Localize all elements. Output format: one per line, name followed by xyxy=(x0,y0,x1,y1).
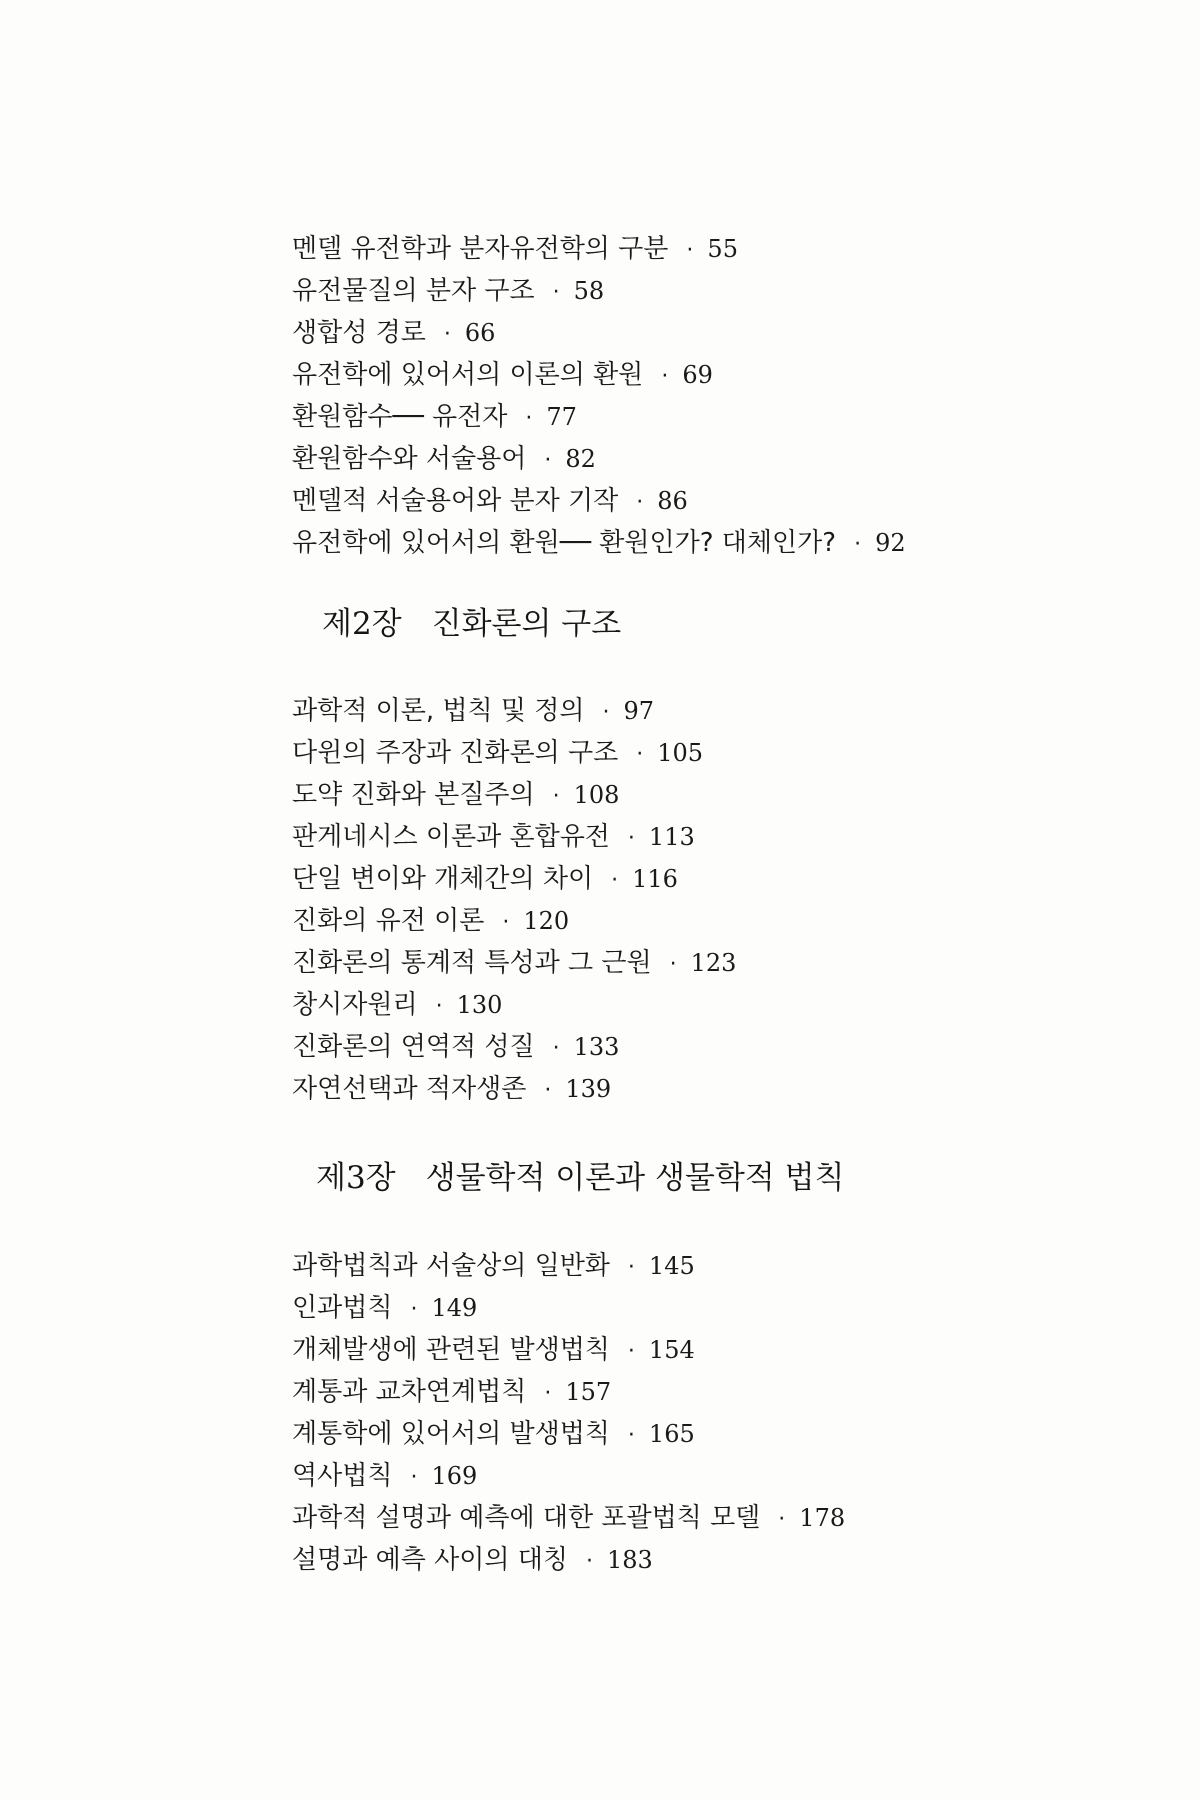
toc-entry-page-number: 66 xyxy=(464,319,496,347)
toc-entry-title: 단일 변이와 개체간의 차이 xyxy=(292,864,594,894)
toc-entry xyxy=(292,1413,845,1455)
toc-entry-separator: · xyxy=(435,994,443,1019)
toc-entry-separator: · xyxy=(552,280,560,305)
toc-entry-page-number: 113 xyxy=(648,823,695,851)
toc-entry-page-number: 183 xyxy=(606,1546,653,1574)
toc-entry-separator: · xyxy=(602,700,610,725)
toc-entry-separator: · xyxy=(627,1423,635,1448)
toc-entry xyxy=(292,522,906,564)
toc-entry-page-number: 178 xyxy=(799,1504,846,1532)
toc-entry xyxy=(292,942,736,984)
toc-entry-separator: · xyxy=(627,1255,635,1280)
toc-entry xyxy=(292,816,736,858)
toc-entry-title: 인과법칙 xyxy=(292,1293,393,1323)
toc-entry xyxy=(292,1068,736,1110)
toc-entry xyxy=(292,1371,845,1413)
toc-entry xyxy=(292,1455,845,1497)
toc-entry-page-number: 130 xyxy=(456,991,503,1019)
toc-entry-title: 판게네시스 이론과 혼합유전 xyxy=(292,822,610,852)
toc-entry-separator: · xyxy=(669,952,677,977)
toc-section-2 xyxy=(292,690,736,1110)
toc-entry-title: 멘델 유전학과 분자유전학의 구분 xyxy=(292,234,669,264)
toc-entry-page-number: 154 xyxy=(648,1336,695,1364)
toc-entry-title: 환원함수── 유전자 xyxy=(292,402,508,432)
toc-entry-separator: · xyxy=(525,406,533,431)
toc-entry xyxy=(292,312,906,354)
toc-entry-separator: · xyxy=(636,490,644,515)
toc-entry-separator: · xyxy=(443,322,451,347)
toc-entry-page-number: 105 xyxy=(657,739,703,767)
chapter-title: 진화론의 구조 xyxy=(431,606,622,642)
toc-entry xyxy=(292,690,736,732)
toc-entry xyxy=(292,354,906,396)
chapter-heading-3 xyxy=(316,1152,844,1197)
toc-entry-title: 멘델적 서술용어와 분자 기작 xyxy=(292,486,619,516)
chapter-number: 제3장 xyxy=(316,1160,396,1196)
toc-entry-separator: · xyxy=(552,784,560,809)
toc-entry-page-number: 69 xyxy=(682,361,713,389)
toc-entry-title: 다윈의 주장과 진화론의 구조 xyxy=(292,738,619,768)
toc-entry-title: 진화론의 통계적 특성과 그 근원 xyxy=(292,948,652,978)
toc-entry xyxy=(292,1026,736,1068)
toc-entry-title: 진화의 유전 이론 xyxy=(292,906,485,936)
toc-entry xyxy=(292,228,906,270)
toc-entry-page-number: 157 xyxy=(565,1378,612,1406)
toc-entry xyxy=(292,732,736,774)
toc-entry-page-number: 82 xyxy=(565,445,596,473)
toc-entry xyxy=(292,774,736,816)
toc-entry-separator: · xyxy=(854,532,862,557)
toc-entry-separator: · xyxy=(502,910,510,935)
chapter-number: 제2장 xyxy=(322,606,402,642)
toc-entry xyxy=(292,1329,845,1371)
toc-entry xyxy=(292,1539,845,1581)
toc-entry xyxy=(292,270,906,312)
toc-entry xyxy=(292,1287,845,1329)
toc-entry-title: 계통과 교차연계법칙 xyxy=(292,1377,527,1407)
toc-entry-page-number: 120 xyxy=(523,907,570,935)
toc-entry xyxy=(292,1497,845,1539)
toc-entry-page-number: 133 xyxy=(573,1033,620,1061)
toc-entry-title: 환원함수와 서술용어 xyxy=(292,444,527,474)
toc-entry-separator: · xyxy=(636,742,644,767)
toc-entry-separator: · xyxy=(611,868,619,893)
toc-entry-title: 진화론의 연역적 성질 xyxy=(292,1032,535,1062)
toc-section-3 xyxy=(292,1245,845,1581)
toc-entry-separator: · xyxy=(686,238,694,263)
toc-entry-title: 계통학에 있어서의 발생법칙 xyxy=(292,1419,610,1449)
toc-entry xyxy=(292,858,736,900)
toc-entry xyxy=(292,1245,845,1287)
toc-entry-separator: · xyxy=(410,1465,418,1490)
toc-entry-page-number: 116 xyxy=(632,865,678,893)
toc-entry xyxy=(292,438,906,480)
toc-entry-title: 설명과 예측 사이의 대칭 xyxy=(292,1545,568,1575)
toc-entry-separator: · xyxy=(627,1339,635,1364)
toc-entry-page-number: 58 xyxy=(573,277,605,305)
toc-entry-separator: · xyxy=(544,1078,552,1103)
toc-entry-separator: · xyxy=(627,826,635,851)
toc-entry-title: 창시자원리 xyxy=(292,990,418,1020)
toc-entry-title: 자연선택과 적자생존 xyxy=(292,1074,527,1104)
toc-entry-title: 유전학에 있어서의 환원── 환원인가? 대체인가? xyxy=(292,528,837,558)
toc-entry-page-number: 165 xyxy=(648,1420,695,1448)
toc-entry-page-number: 123 xyxy=(690,949,737,977)
toc-entry-page-number: 108 xyxy=(573,781,620,809)
toc-entry-separator: · xyxy=(585,1549,593,1574)
toc-entry-page-number: 55 xyxy=(707,235,738,263)
toc-entry xyxy=(292,396,906,438)
toc-entry-page-number: 77 xyxy=(546,403,577,431)
toc-section-1 xyxy=(292,228,906,564)
toc-entry-separator: · xyxy=(410,1297,418,1322)
toc-entry-title: 도약 진화와 본질주의 xyxy=(292,780,535,810)
chapter-title: 생물학적 이론과 생물학적 법칙 xyxy=(425,1160,845,1196)
toc-entry xyxy=(292,480,906,522)
toc-entry-title: 과학적 설명과 예측에 대한 포괄법칙 모델 xyxy=(292,1503,761,1533)
toc-entry-title: 유전물질의 분자 구조 xyxy=(292,276,535,306)
toc-entry xyxy=(292,900,736,942)
toc-entry-title: 생합성 경로 xyxy=(292,318,426,348)
toc-entry-title: 과학법칙과 서술상의 일반화 xyxy=(292,1251,610,1281)
toc-entry-separator: · xyxy=(544,448,552,473)
toc-entry xyxy=(292,984,736,1026)
toc-entry-page-number: 139 xyxy=(565,1075,612,1103)
toc-entry-page-number: 86 xyxy=(657,487,688,515)
toc-entry-page-number: 145 xyxy=(648,1252,695,1280)
toc-entry-title: 과학적 이론, 법칙 및 정의 xyxy=(292,696,585,726)
toc-entry-title: 개체발생에 관련된 발생법칙 xyxy=(292,1335,610,1365)
toc-entry-page-number: 149 xyxy=(431,1294,478,1322)
toc-entry-page-number: 97 xyxy=(623,697,655,725)
chapter-heading-2 xyxy=(322,598,621,643)
toc-entry-page-number: 169 xyxy=(431,1462,478,1490)
toc-entry-separator: · xyxy=(661,364,669,389)
toc-entry-title: 역사법칙 xyxy=(292,1461,393,1491)
toc-entry-page-number: 92 xyxy=(875,529,906,557)
toc-entry-title: 유전학에 있어서의 이론의 환원 xyxy=(292,360,644,390)
toc-entry-separator: · xyxy=(544,1381,552,1406)
toc-entry-separator: · xyxy=(552,1036,560,1061)
toc-entry-separator: · xyxy=(778,1507,786,1532)
